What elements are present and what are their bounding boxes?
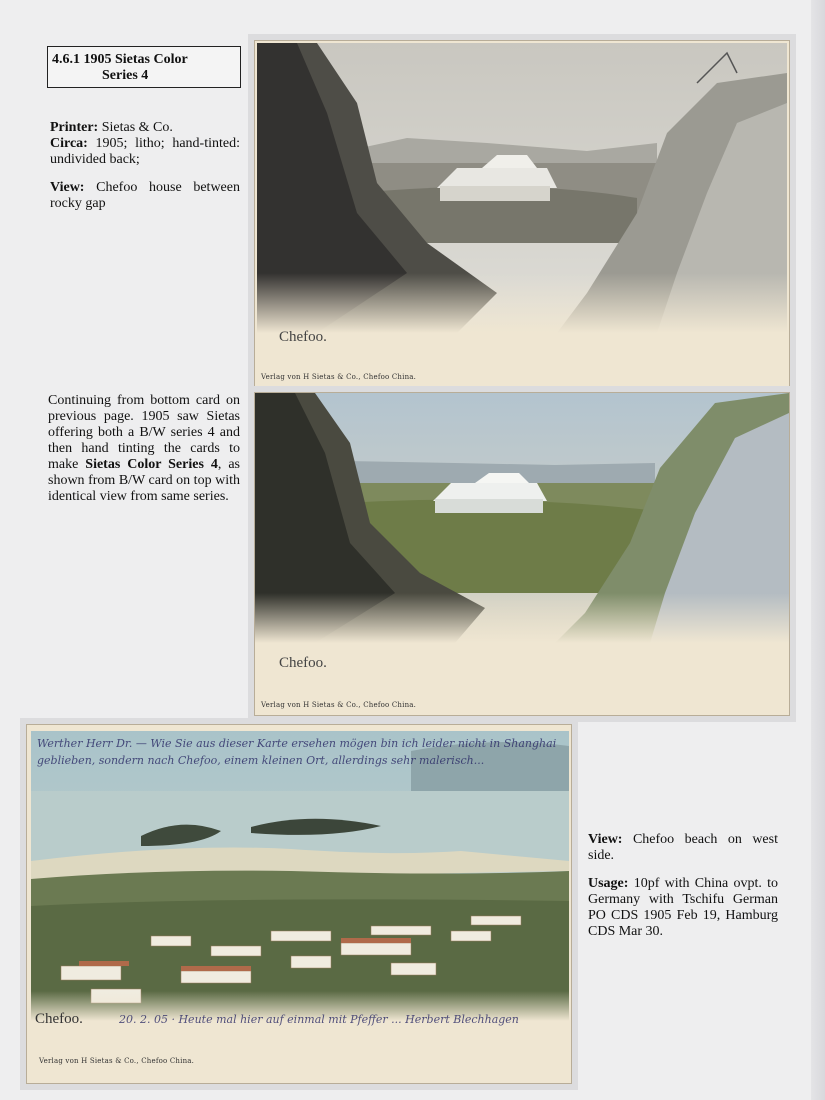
card-imprint: Verlag von H Sietas & Co., Chefoo China. — [261, 373, 417, 381]
card-imprint: Verlag von H Sietas & Co., Chefoo China. — [39, 1057, 195, 1065]
view-label: View: — [50, 180, 85, 195]
page-edge — [811, 0, 825, 1100]
card-place-label: Chefoo. — [279, 329, 327, 345]
section-title: 4.6.1 1905 Sietas Color — [52, 52, 188, 67]
continuation-note — [48, 393, 240, 505]
circa-value: 1905; litho; hand-tinted: undivided back; — [50, 136, 240, 167]
continuation-text-end: , as shown from B/W card on top with identical view from same series. — [48, 457, 240, 504]
beach-card-description — [588, 832, 778, 952]
postcard-photo-color — [255, 393, 789, 643]
section-title-box — [47, 46, 241, 88]
series-name: Sietas Color Series 4 — [85, 457, 218, 472]
card-description — [50, 120, 240, 224]
postcard-bw — [254, 40, 790, 392]
printer-label: Printer: — [50, 120, 99, 135]
printer-value: Sietas & Co. — [98, 120, 173, 135]
view-value: Chefoo house between rocky gap — [50, 180, 240, 211]
postcard-beach — [26, 724, 572, 1084]
postcard-photo-beach — [31, 731, 569, 1021]
continuation-text: Continuing from bottom card on previous page. 1905 saw Sietas offering both a B/W series 4 and then hand tinting the cards to make — [48, 393, 240, 472]
usage-label: Usage: — [588, 876, 629, 891]
postcard-photo-bw — [257, 43, 787, 333]
usage-value: 10pf with China ovpt. to Germany with Tschifu German PO CDS 1905 Feb 19, Hamburg CDS Mar 30. — [588, 876, 778, 939]
handwritten-message: Werther Herr Dr. — Wie Sie aus dieser Karte ersehen mögen bin ich leider nicht in Shanghai geblieben, sondern nach Chefoo, einem kleinen Ort, allerdings sehr malerisch... — [37, 737, 557, 767]
section-subtitle: Series 4 — [102, 68, 149, 83]
view-label: View: — [588, 832, 623, 847]
card-imprint: Verlag von H Sietas & Co., Chefoo China. — [261, 701, 417, 709]
view-value: Chefoo beach on west side. — [588, 832, 778, 863]
handwritten-signoff: 20. 2. 05 · Heute mal hier auf einmal mit Pfeffer ... Herbert Blechhagen — [119, 1013, 519, 1026]
card-place-label: Chefoo. — [279, 655, 327, 671]
card-place-label: Chefoo. — [35, 1011, 83, 1027]
postcard-color — [254, 392, 790, 716]
circa-label: Circa: — [50, 136, 88, 151]
